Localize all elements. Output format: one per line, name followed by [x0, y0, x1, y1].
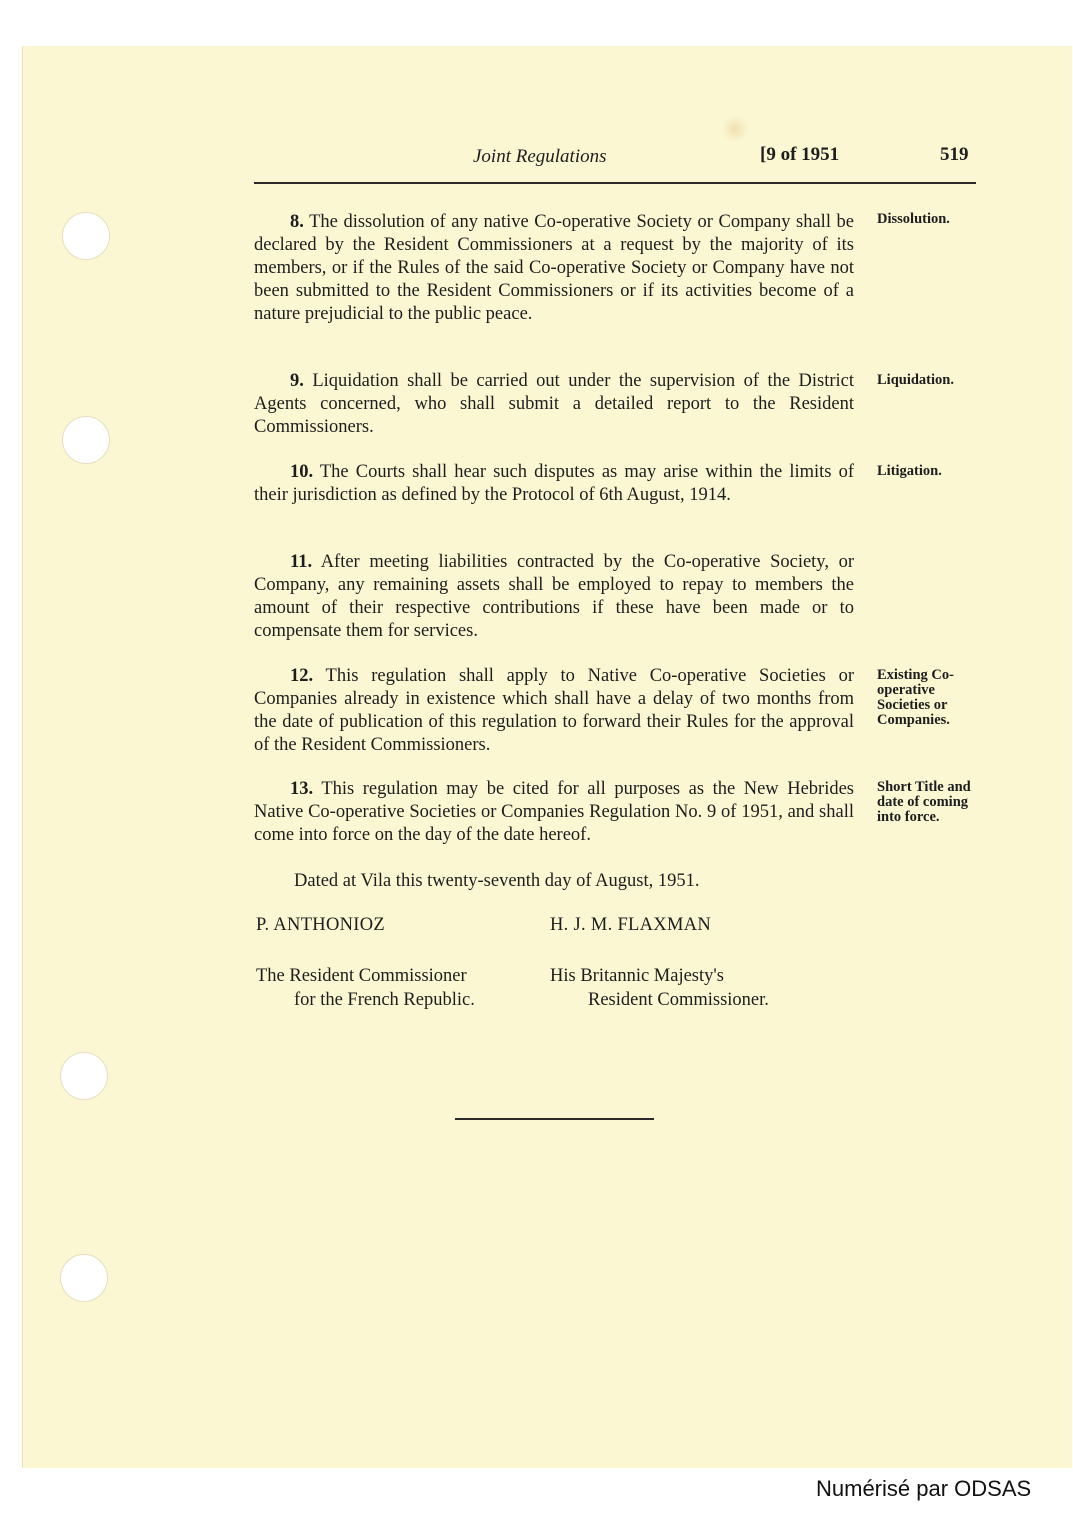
section-text: This regulation may be cited for all purposes as the New Hebrides Native Co-operative Societies or Companies Regulation No. 9 of 1951, and shall come into force on the day of the date hereof. [254, 779, 854, 845]
section-text: The dissolution of any native Co-operative Society or Company shall be declared by the Resident Commissioners at a request by the majority of its members, or if the Rules of the said Co-operative Society or Company have not been submitted to the Resident Commissioners or if its activities become of a nature prejudicial to the public peace. [254, 212, 854, 324]
header-rule [254, 182, 976, 184]
section-number: 8. [290, 212, 304, 232]
section-number: 11. [290, 552, 313, 572]
margin-note-dissolution: Dissolution. [877, 211, 950, 227]
signatory-title-line: Resident Commissioner. [588, 990, 769, 1010]
margin-note-litigation: Litigation. [877, 463, 942, 479]
margin-note-existing-societies: Existing Co-operative Societies or Companies. [877, 667, 954, 728]
section-text: Liquidation shall be carried out under the supervision of the District Agents concerned, who shall submit a detailed report to the Resident Commissioners. [254, 371, 854, 437]
punch-hole [60, 1052, 108, 1100]
section-13 [254, 778, 854, 847]
section-8 [254, 211, 854, 326]
section-11 [254, 551, 854, 643]
header-title: Joint Regulations [473, 146, 607, 167]
digitization-watermark: Numérisé par ODSAS [816, 1476, 1032, 1501]
punch-hole [62, 416, 110, 464]
section-text: This regulation shall apply to Native Co-operative Societies or Companies already in existence which shall have a delay of two months from the date of publication of this regulation to forward their Rules for the approval of the Resident Commissioners. [254, 666, 854, 755]
dated-line: Dated at Vila this twenty-seventh day of August, 1951. [294, 871, 700, 891]
paper-stain [723, 114, 747, 144]
page-header [0, 142, 1073, 174]
section-9 [254, 370, 854, 439]
section-text: After meeting liabilities contracted by the Co-operative Society, or Company, any remaining assets shall be employed to repay to members the amount of their respective contributions if these have been made or to compensate them for services. [254, 552, 854, 641]
section-number: 9. [290, 371, 304, 391]
signatory-title-line: His Britannic Majesty's [550, 966, 724, 986]
signatory-name-french: P. ANTHONIOZ [256, 915, 385, 935]
punch-hole [60, 1254, 108, 1302]
signatory-title-line: The Resident Commissioner [256, 966, 467, 986]
signatory-title-line: for the French Republic. [294, 990, 475, 1010]
regulation-number: [9 of 1951 [760, 144, 840, 165]
signatory-title-french [256, 964, 475, 1012]
section-number: 10. [290, 462, 314, 482]
signatory-name-british: H. J. M. FLAXMAN [550, 915, 712, 935]
section-10 [254, 461, 854, 507]
margin-note-liquidation: Liquidation. [877, 372, 954, 388]
signatory-title-british [550, 964, 769, 1012]
section-number: 13. [290, 779, 314, 799]
section-number: 12. [290, 666, 314, 686]
page-number: 519 [940, 144, 969, 165]
section-text: The Courts shall hear such disputes as may arise within the limits of their jurisdiction as defined by the Protocol of 6th August, 1914. [254, 462, 854, 505]
punch-hole [62, 212, 110, 260]
end-rule [455, 1118, 654, 1120]
margin-note-short-title: Short Title and date of coming into force. [877, 779, 971, 825]
section-12 [254, 665, 854, 757]
